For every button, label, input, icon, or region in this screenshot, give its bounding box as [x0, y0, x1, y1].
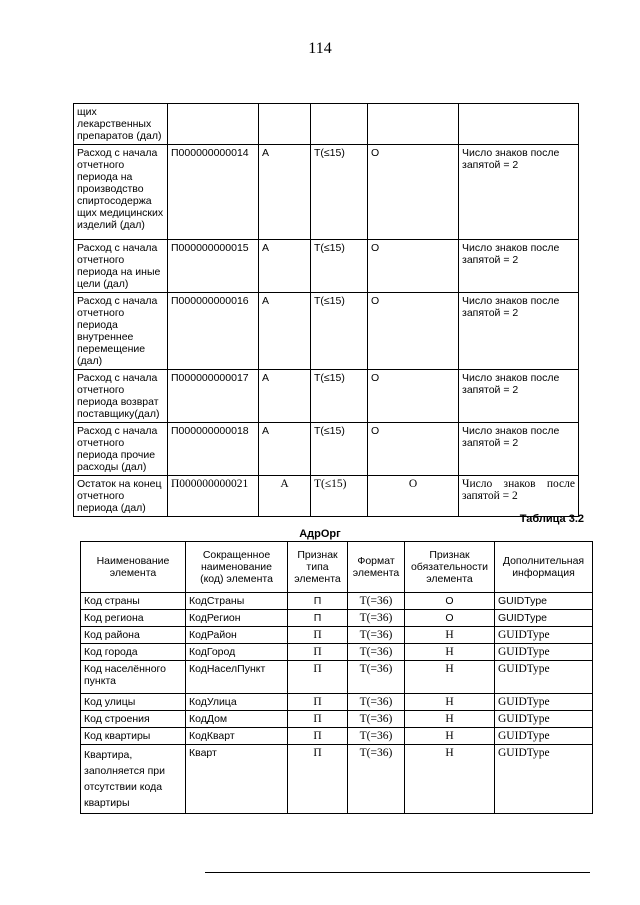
table-row	[81, 728, 593, 745]
element-code-cell: П000000000014	[168, 145, 259, 240]
element-format-cell: Т(=36)	[348, 593, 405, 610]
element-code-cell: КодКварт	[186, 728, 288, 745]
element-required-cell: Н	[405, 694, 495, 711]
element-type-cell: А	[259, 476, 311, 517]
element-code-cell: КодГород	[186, 644, 288, 661]
element-name-cell: Код квартиры	[81, 728, 186, 745]
element-type-cell: П	[288, 728, 348, 745]
element-info-cell: GUIDType	[495, 711, 593, 728]
element-required-cell: Н	[405, 728, 495, 745]
element-format-cell: Т(=36)	[348, 661, 405, 694]
footer-rule	[205, 872, 590, 873]
element-format-cell: Т(=36)	[348, 745, 405, 814]
element-required-cell: Н	[405, 711, 495, 728]
element-required-cell: Н	[405, 644, 495, 661]
element-format-cell: Т(=36)	[348, 610, 405, 627]
element-name-cell: Расход с начала отчетного периода на производство спиртосодержа щих медицинских изделий (дал)	[74, 145, 168, 240]
elements-table-continued	[73, 103, 579, 517]
element-type-cell: П	[288, 627, 348, 644]
element-info-cell: GUIDType	[495, 627, 593, 644]
element-code-cell: КодСтраны	[186, 593, 288, 610]
header-element-code: Сокращенное наименование (код) элемента	[186, 542, 288, 593]
element-name-cell: Квартира, заполняется при отсутствии кода квартиры	[81, 745, 186, 814]
header-element-name: Наименование элемента	[81, 542, 186, 593]
element-type-cell	[259, 104, 311, 145]
element-required-cell: О	[405, 610, 495, 627]
element-required-cell: О	[368, 293, 459, 370]
header-element-type: Признак типа элемента	[288, 542, 348, 593]
element-required-cell: О	[368, 145, 459, 240]
element-info-cell: Число знаков после запятой = 2	[459, 145, 579, 240]
table-row	[81, 610, 593, 627]
table-name: АдрОрг	[299, 528, 341, 540]
table-row	[74, 293, 579, 370]
table-row	[81, 593, 593, 610]
element-required-cell: О	[368, 370, 459, 423]
element-name-cell: Код строения	[81, 711, 186, 728]
table-row	[81, 745, 593, 814]
element-name-cell: Код улицы	[81, 694, 186, 711]
element-format-cell: Т(≤15)	[311, 240, 368, 293]
page-number: 114	[308, 40, 332, 57]
table-row	[74, 145, 579, 240]
element-required-cell: О	[368, 240, 459, 293]
element-type-cell: А	[259, 423, 311, 476]
element-type-cell: А	[259, 293, 311, 370]
element-required-cell: О	[405, 593, 495, 610]
element-type-cell: П	[288, 610, 348, 627]
element-format-cell	[311, 104, 368, 145]
element-format-cell: Т(=36)	[348, 627, 405, 644]
element-name-cell: Код города	[81, 644, 186, 661]
element-info-cell: GUIDType	[495, 610, 593, 627]
element-name-cell: Код региона	[81, 610, 186, 627]
element-format-cell: Т(≤15)	[311, 423, 368, 476]
element-info-cell: GUIDType	[495, 661, 593, 694]
element-code-cell: П000000000018	[168, 423, 259, 476]
element-type-cell: П	[288, 661, 348, 694]
element-format-cell: Т(=36)	[348, 728, 405, 745]
element-info-cell: GUIDType	[495, 728, 593, 745]
element-format-cell: Т(=36)	[348, 694, 405, 711]
element-info-cell	[459, 104, 579, 145]
table-row	[81, 627, 593, 644]
element-name-cell: Расход с начала отчетного периода возврат поставщику(дал)	[74, 370, 168, 423]
element-name-cell: Расход с начала отчетного периода внутреннее перемещение (дал)	[74, 293, 168, 370]
header-element-format: Формат элемента	[348, 542, 405, 593]
element-info-cell: GUIDType	[495, 745, 593, 814]
element-format-cell: Т(≤15)	[311, 476, 368, 517]
element-info-cell: GUIDType	[495, 644, 593, 661]
element-code-cell: КодДом	[186, 711, 288, 728]
table-row	[74, 104, 579, 145]
element-code-cell	[168, 104, 259, 145]
element-code-cell: КодНаселПункт	[186, 661, 288, 694]
element-format-cell: Т(≤15)	[311, 293, 368, 370]
table-header-row	[81, 542, 593, 593]
element-info-cell: GUIDType	[495, 593, 593, 610]
element-format-cell: Т(=36)	[348, 711, 405, 728]
header-element-required: Признак обязательности элемента	[405, 542, 495, 593]
table-row	[81, 644, 593, 661]
element-code-cell: КодРайон	[186, 627, 288, 644]
element-required-cell: О	[368, 423, 459, 476]
element-required-cell: Н	[405, 661, 495, 694]
element-name-cell: Расход с начала отчетного периода прочие расходы (дал)	[74, 423, 168, 476]
element-name-cell: щих лекарственных препаратов (дал)	[74, 104, 168, 145]
element-type-cell: П	[288, 694, 348, 711]
table-row	[74, 423, 579, 476]
element-format-cell: Т(=36)	[348, 644, 405, 661]
element-code-cell: КодУлица	[186, 694, 288, 711]
element-name-cell: Остаток на конец отчетного периода (дал)	[74, 476, 168, 517]
element-info-cell: Число знаков после запятой = 2	[459, 293, 579, 370]
element-type-cell: А	[259, 145, 311, 240]
element-name-cell: Код страны	[81, 593, 186, 610]
element-code-cell: П000000000016	[168, 293, 259, 370]
element-code-cell: Кварт	[186, 745, 288, 814]
element-required-cell: Н	[405, 745, 495, 814]
element-info-cell: Число знаков после запятой = 2	[459, 370, 579, 423]
element-type-cell: П	[288, 711, 348, 728]
element-name-cell: Код района	[81, 627, 186, 644]
element-type-cell: П	[288, 745, 348, 814]
table-caption: Таблица 3.2	[519, 513, 584, 525]
element-name-cell: Код населённого пункта	[81, 661, 186, 694]
element-type-cell: П	[288, 593, 348, 610]
element-type-cell: А	[259, 240, 311, 293]
element-info-cell: Число знаков после запятой = 2	[459, 476, 579, 517]
table-row	[81, 661, 593, 694]
table-row	[74, 476, 579, 517]
address-table	[80, 541, 593, 814]
element-code-cell: П000000000017	[168, 370, 259, 423]
element-code-cell: П000000000021	[168, 476, 259, 517]
element-format-cell: Т(≤15)	[311, 370, 368, 423]
element-required-cell	[368, 104, 459, 145]
element-required-cell: О	[368, 476, 459, 517]
element-code-cell: КодРегион	[186, 610, 288, 627]
element-type-cell: П	[288, 644, 348, 661]
element-name-cell: Расход с начала отчетного периода на иные цели (дал)	[74, 240, 168, 293]
header-element-info: Дополнительная информация	[495, 542, 593, 593]
element-required-cell: Н	[405, 627, 495, 644]
element-info-cell: Число знаков после запятой = 2	[459, 240, 579, 293]
element-type-cell: А	[259, 370, 311, 423]
table-row	[81, 711, 593, 728]
table-row	[81, 694, 593, 711]
element-info-cell: Число знаков после запятой = 2	[459, 423, 579, 476]
table-row	[74, 240, 579, 293]
element-info-cell: GUIDType	[495, 694, 593, 711]
table-row	[74, 370, 579, 423]
element-format-cell: Т(≤15)	[311, 145, 368, 240]
element-code-cell: П000000000015	[168, 240, 259, 293]
